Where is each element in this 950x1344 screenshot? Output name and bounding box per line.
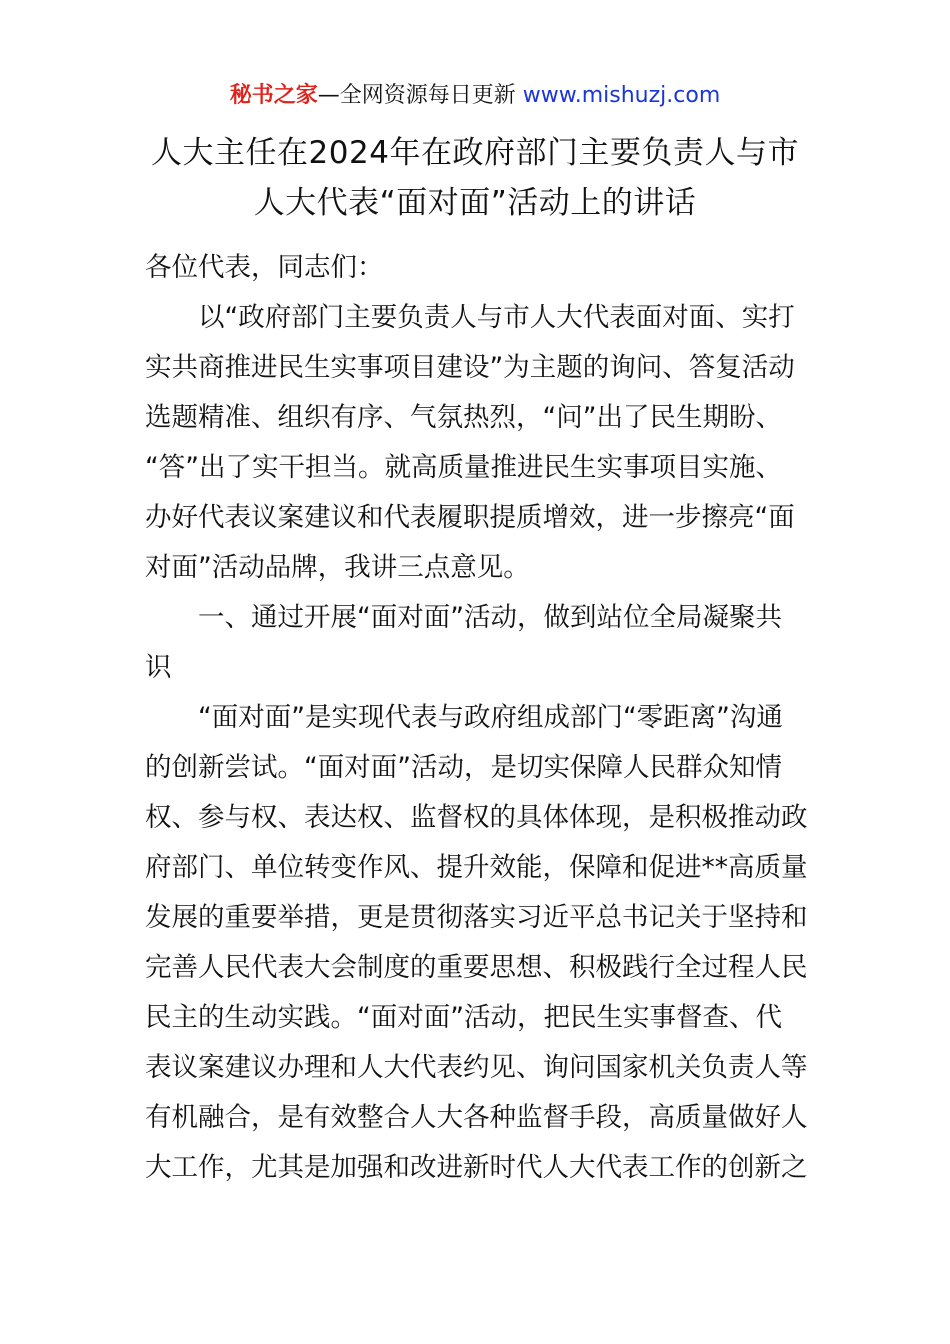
paragraph-line: 大工作，尤其是加强和改进新时代人大代表工作的创新之 bbox=[145, 1152, 808, 1183]
paragraph-line: 发展的重要举措，更是贯彻落实习近平总书记关于坚持和 bbox=[145, 902, 808, 933]
paragraph-line: “答”出了实干担当。就高质量推进民生实事项目实施、 bbox=[145, 452, 782, 483]
paragraph-line: 权、参与权、表达权、监督权的具体体现，是积极推动政 bbox=[145, 802, 808, 833]
site-url-link[interactable]: www.mishuzj.com bbox=[522, 83, 721, 108]
site-brand: 秘书之家 bbox=[229, 83, 318, 108]
paragraph-line: 府部门、单位转变作风、提升效能，保障和促进**高质量 bbox=[145, 852, 808, 883]
paragraph-line: “面对面”是实现代表与政府组成部门“零距离”沟通 bbox=[198, 702, 783, 733]
paragraph-line: 实共商推进民生实事项目建设”为主题的询问、答复活动 bbox=[145, 352, 795, 383]
document-title bbox=[100, 128, 850, 228]
paragraph-line: 以“政府部门主要负责人与市人大代表面对面、实打 bbox=[198, 302, 795, 333]
section-heading-line: 一、通过开展“面对面”活动，做到站位全局凝聚共 bbox=[198, 602, 782, 633]
paragraph-line: 对面”活动品牌，我讲三点意见。 bbox=[145, 552, 530, 583]
paragraph-line: 的创新尝试。“面对面”活动，是切实保障人民群众知情 bbox=[145, 752, 782, 783]
title-line: 人大主任在2024年在政府部门主要负责人与市 bbox=[151, 135, 799, 171]
paragraph-line: 有机融合，是有效整合人大各种监督手段，高质量做好人 bbox=[145, 1102, 808, 1133]
paragraph-line: 选题精准、组织有序、气氛热烈，“问”出了民生期盼、 bbox=[145, 402, 782, 433]
document-body bbox=[145, 243, 810, 1193]
salutation: 各位代表，同志们： bbox=[145, 252, 384, 283]
paragraph-line: 办好代表议案建议和代表履职提质增效，进一步擦亮“面 bbox=[145, 502, 795, 533]
site-tagline: —全网资源每日更新 bbox=[317, 83, 523, 108]
site-header bbox=[0, 80, 950, 112]
title-line: 人大代表“面对面”活动上的讲话 bbox=[253, 185, 697, 221]
paragraph-line: 民主的生动实践。“面对面”活动，把民生实事督查、代 bbox=[145, 1002, 782, 1033]
paragraph-line: 表议案建议办理和人大代表约见、询问国家机关负责人等 bbox=[145, 1052, 808, 1083]
section-heading-line: 识 bbox=[145, 652, 172, 683]
paragraph-line: 完善人民代表大会制度的重要思想、积极践行全过程人民 bbox=[145, 952, 808, 983]
